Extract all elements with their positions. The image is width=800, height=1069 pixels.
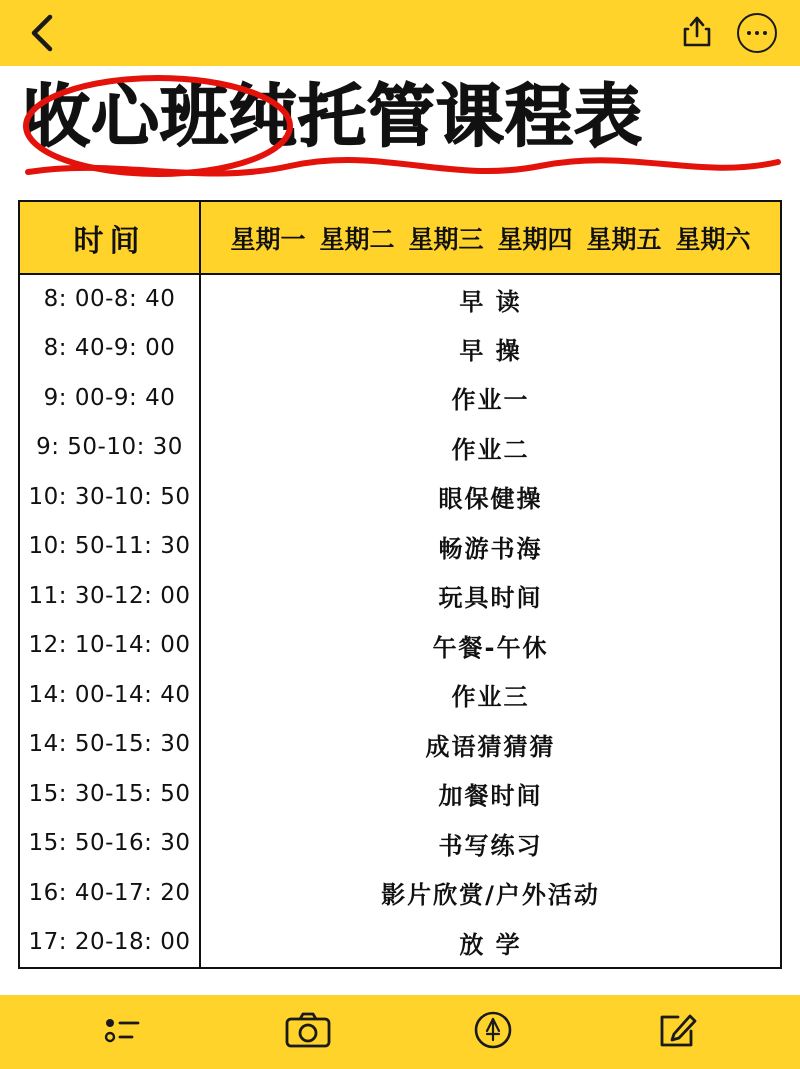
table-row — [20, 670, 780, 720]
annotate-icon — [472, 1009, 514, 1056]
cell-time: 9: 50-10: 30 — [20, 423, 200, 473]
edit-button[interactable] — [650, 1004, 706, 1060]
table-row — [20, 918, 780, 968]
day-label: 星期二 — [319, 224, 395, 254]
cell-activity: 早 操 — [459, 336, 522, 365]
cell-activity: 作业二 — [451, 435, 530, 464]
day-label: 星期四 — [497, 224, 573, 254]
table-row — [20, 769, 780, 819]
more-button[interactable] — [736, 12, 778, 54]
column-header-time: 时间 — [20, 202, 200, 274]
annotate-button[interactable] — [465, 1004, 521, 1060]
cell-activity: 作业一 — [451, 386, 530, 415]
day-label: 星期六 — [675, 224, 751, 254]
cell-time: 12: 10-14: 00 — [20, 621, 200, 671]
table-row — [20, 373, 780, 423]
cell-activity: 书写练习 — [438, 831, 543, 860]
share-icon — [682, 14, 712, 53]
chevron-left-icon — [28, 13, 56, 53]
cell-time: 11: 30-12: 00 — [20, 571, 200, 621]
cell-activity: 成语猜猜猜 — [425, 732, 556, 761]
cell-time: 14: 00-14: 40 — [20, 670, 200, 720]
table-row — [20, 621, 780, 671]
table-row — [20, 324, 780, 374]
cell-time: 9: 00-9: 40 — [20, 373, 200, 423]
table-row — [20, 472, 780, 522]
table-row — [20, 571, 780, 621]
table-row — [20, 274, 780, 324]
cell-time: 8: 40-9: 00 — [20, 324, 200, 374]
cell-activity: 早 读 — [459, 287, 522, 316]
top-actions — [676, 12, 778, 54]
cell-time: 16: 40-17: 20 — [20, 868, 200, 918]
cell-activity: 午餐-午休 — [432, 633, 549, 662]
back-button[interactable] — [22, 13, 62, 53]
page-title-area — [0, 66, 800, 194]
cell-activity: 放 学 — [459, 930, 522, 959]
more-dots-icon — [737, 13, 777, 53]
table-header-row — [20, 202, 780, 274]
cell-time: 14: 50-15: 30 — [20, 720, 200, 770]
day-label: 星期五 — [586, 224, 662, 254]
table-row — [20, 819, 780, 869]
bottom-toolbar — [0, 995, 800, 1069]
day-label: 星期一 — [230, 224, 306, 254]
top-toolbar — [0, 0, 800, 66]
cell-time: 17: 20-18: 00 — [20, 918, 200, 968]
cell-activity: 玩具时间 — [438, 584, 543, 613]
cell-time: 8: 00-8: 40 — [20, 274, 200, 324]
cell-activity: 畅游书海 — [438, 534, 543, 563]
cell-activity: 影片欣赏/户外活动 — [381, 881, 600, 910]
column-header-days — [200, 202, 780, 274]
camera-button[interactable] — [280, 1004, 336, 1060]
list-icon — [103, 1013, 143, 1052]
cell-activity: 眼保健操 — [438, 485, 543, 514]
edit-icon — [658, 1011, 698, 1054]
cell-time: 15: 50-16: 30 — [20, 819, 200, 869]
cell-time: 10: 50-11: 30 — [20, 522, 200, 572]
schedule-table — [18, 200, 782, 969]
day-label: 星期三 — [408, 224, 484, 254]
table-row — [20, 423, 780, 473]
page-title: 收心班纯托管课程表 — [22, 78, 644, 157]
cell-time: 10: 30-10: 50 — [20, 472, 200, 522]
cell-activity: 作业三 — [451, 683, 530, 712]
share-button[interactable] — [676, 12, 718, 54]
table-row — [20, 868, 780, 918]
table-body — [20, 274, 780, 967]
table-row — [20, 720, 780, 770]
table-row — [20, 522, 780, 572]
list-button[interactable] — [95, 1004, 151, 1060]
cell-time: 15: 30-15: 50 — [20, 769, 200, 819]
cell-activity: 加餐时间 — [438, 782, 543, 811]
camera-icon — [285, 1012, 331, 1053]
